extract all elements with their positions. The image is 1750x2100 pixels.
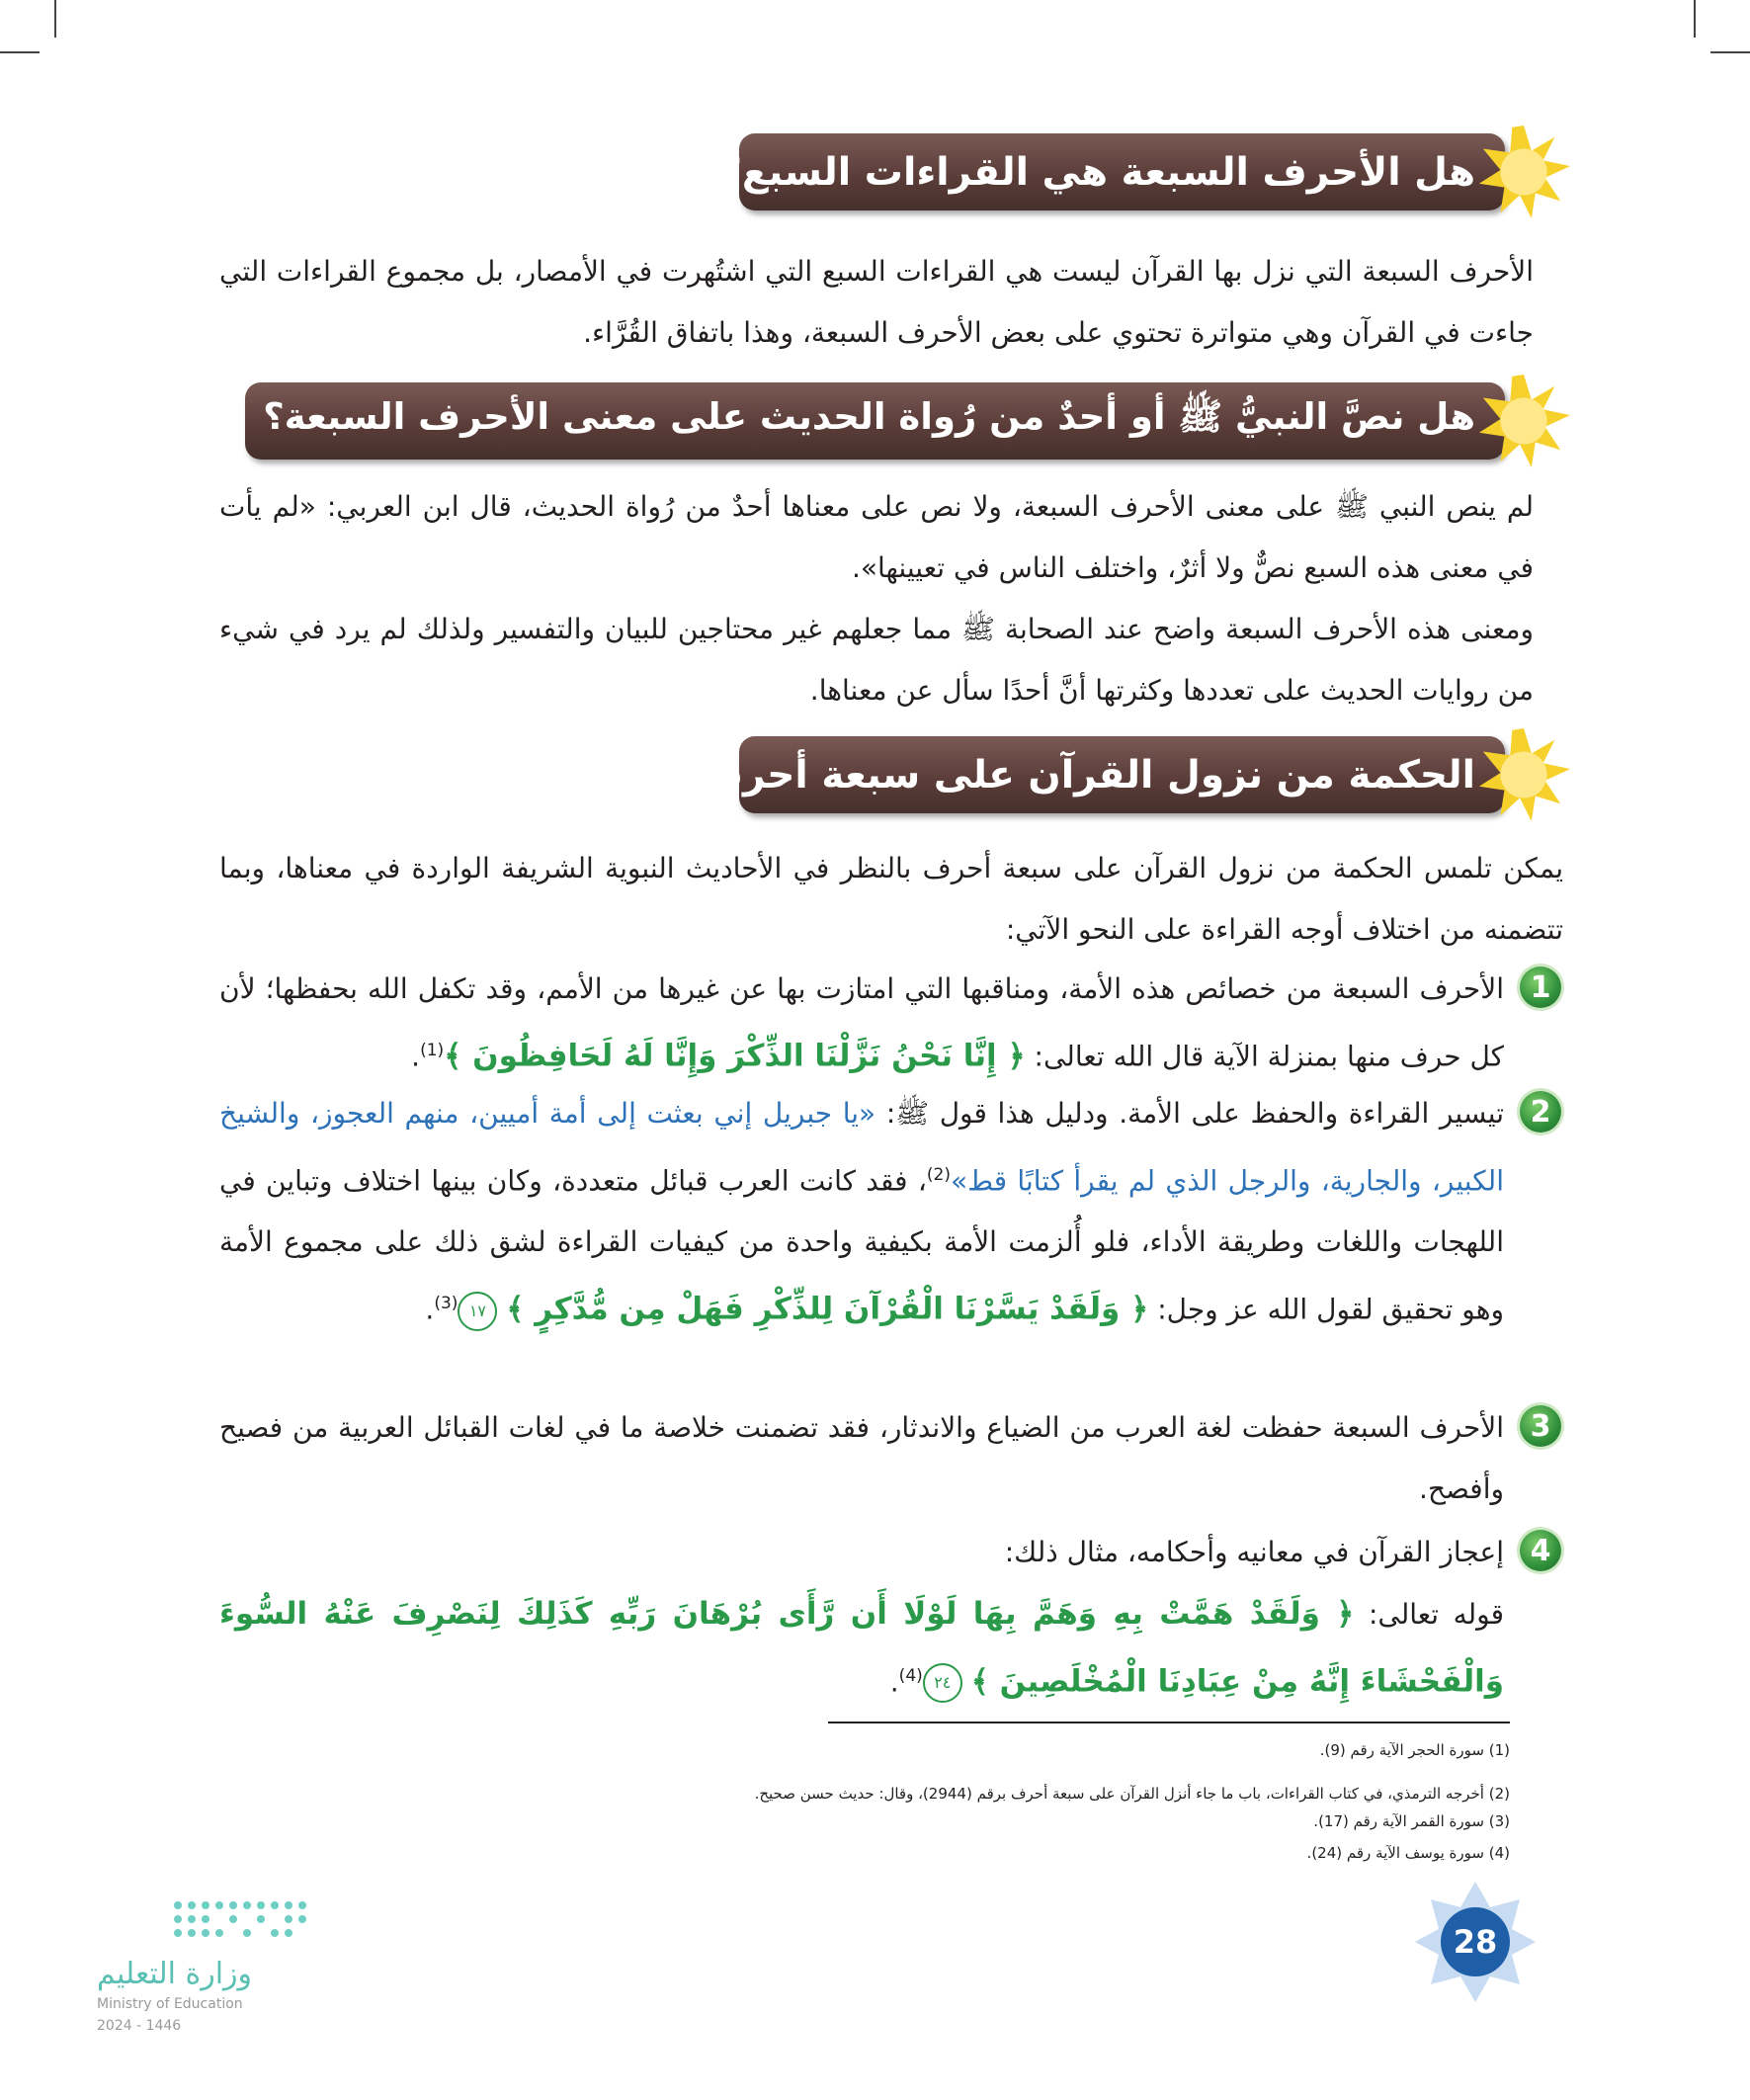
item-text-end: . xyxy=(425,1293,435,1326)
crop-mark xyxy=(0,51,40,53)
section-title: هل نصَّ النبيُّ ﷺ أو أحدٌ من رُواة الحديث على معنى الأحرف السبعة؟ xyxy=(263,395,1475,438)
item-text-end: . xyxy=(411,1040,421,1073)
footnote: (3) سورة القمر الآية رقم (17). xyxy=(1313,1812,1510,1830)
footnote-ref: (1) xyxy=(420,1041,445,1060)
page-number-badge xyxy=(1411,1878,1540,2006)
footnote-ref: (3) xyxy=(434,1294,458,1314)
crop-mark xyxy=(54,0,56,38)
section-header-1 xyxy=(719,128,1569,215)
sun-icon xyxy=(1475,373,1572,469)
list-item-2 xyxy=(219,1083,1504,1341)
footnote-ref: (4) xyxy=(898,1666,923,1686)
item-number-badge: 4 xyxy=(1520,1530,1561,1571)
paragraph: الأحرف السبعة التي نزل بها القرآن ليست هي القراءات السبع التي اشتُهرت في الأمصار، بل مجموع القراءات التي جاءت في القرآن وهي متواترة تحتوي على بعض الأحرف السبعة، وهذا باتفاق القُرَّاء. xyxy=(219,255,1534,349)
hadith-quote: «يا جبريل إني بعثت إلى أمة أميين، منهم العجوز، والشيخ الكبير، والجارية، والرجل الذي لم يقرأ كتابًا قط» xyxy=(219,1097,1504,1198)
quran-verse: ﴿ وَلَقَدْ هَمَّتْ بِهِ وَهَمَّ بِهَا لَوْلَا أَن رَّأَى بُرْهَانَ رَبِّهِ كَذَلِكَ لِنَصْرِفَ عَنْهُ السُّوءَ وَالْفَحْشَاءَ إِنَّهُ مِنْ عِبَادِنَا الْمُخْلَصِينَ ﴾ xyxy=(219,1596,1504,1700)
footnote: (4) سورة يوسف الآية رقم (24). xyxy=(1306,1844,1510,1862)
ministry-logo-dots xyxy=(168,1895,316,1955)
section-3-intro xyxy=(219,838,1563,961)
section-header-2 xyxy=(245,378,1569,464)
section-1-body xyxy=(219,241,1534,364)
item-text: الأحرف السبعة من خصائص هذه الأمة، ومناقبها التي امتازت بها عن غيرها من الأمم، وقد تكفل الله بحفظها؛ لأن كل حرف منها بمنزلة الآية قال الله تعالى: xyxy=(219,972,1504,1073)
ayah-number: ٢٤ xyxy=(923,1663,962,1703)
paragraph: يمكن تلمس الحكمة من نزول القرآن على سبعة أحرف بالنظر في الأحاديث النبوية الشريفة الواردة في معناها، وبما تتضمنه من اختلاف أوجه القراءة على النحو الآتي: xyxy=(219,852,1563,946)
item-number-badge: 3 xyxy=(1520,1405,1561,1447)
quran-verse: ﴿ إِنَّا نَحْنُ نَزَّلْنَا الذِّكْرَ وَإِنَّا لَهُ لَحَافِظُونَ ﴾ xyxy=(444,1038,1026,1074)
ayah-number: ١٧ xyxy=(458,1292,497,1331)
section-title: هل الأحرف السبعة هي القراءات السبع؟ xyxy=(719,149,1475,195)
list-item-4 xyxy=(219,1522,1504,1583)
section-title: الحكمة من نزول القرآن على سبعة أحرف xyxy=(698,752,1475,798)
crop-mark xyxy=(1694,0,1696,38)
item-text: إعجاز القرآن في معانيه وأحكامه، مثال ذلك: xyxy=(1004,1536,1504,1568)
ministry-name-english: Ministry of Education xyxy=(97,1996,243,2012)
ministry-name-arabic: وزارة التعليم xyxy=(97,1957,253,1991)
section-header-3 xyxy=(698,731,1569,818)
crop-mark xyxy=(1710,51,1750,53)
sun-icon xyxy=(1475,124,1572,220)
paragraph: ومعنى هذه الأحرف السبعة واضح عند الصحابة ﷺ مما جعلهم غير محتاجين للبيان والتفسير ولذلك لم يرد في شيء من روايات الحديث على تعددها وكثرتها أنَّ أحدًا سأل عن معناها. xyxy=(219,613,1534,707)
item-text-end: . xyxy=(889,1665,899,1699)
item-text: تيسير القراءة والحفظ على الأمة. ودليل هذا قول ﷺ: xyxy=(885,1097,1505,1130)
quran-verse: ﴿ وَلَقَدْ يَسَّرْنَا الْقُرْآنَ لِلذِّكْرِ فَهَلْ مِن مُّدَّكِرٍ ﴾ xyxy=(506,1291,1149,1327)
list-item-3 xyxy=(219,1397,1504,1520)
page-number: 28 xyxy=(1453,1923,1498,1961)
ministry-year: 2024 - 1446 xyxy=(97,2018,182,2034)
footnote-divider xyxy=(828,1722,1510,1723)
item-text: ، فقد كانت العرب قبائل متعددة، وكان بينها اختلاف وتباين في اللهجات واللغات وطريقة الأداء، فلو أُلزمت الأمة بكيفية واحدة من كيفيات القراءة لشق ذلك على مجموع الأمة وهو تحقيق لقول الله عز وجل: xyxy=(219,1164,1504,1326)
footnote: (2) أخرجه الترمذي، في كتاب القراءات، باب ما جاء أنزل القرآن على سبعة أحرف برقم (2944)، وقال: حديث حسن صحيح. xyxy=(754,1785,1510,1803)
footnote: (1) سورة الحجر الآية رقم (9). xyxy=(1319,1741,1510,1759)
logo-icon xyxy=(168,1895,316,1955)
list-item-1 xyxy=(219,959,1504,1087)
footnote-ref: (2) xyxy=(926,1165,952,1185)
item-number-badge: 2 xyxy=(1520,1091,1561,1133)
item-4-quote xyxy=(219,1583,1504,1713)
sun-icon xyxy=(1475,726,1572,823)
quote-lead: قوله تعالى: xyxy=(1368,1598,1504,1631)
section-2-body xyxy=(219,476,1534,721)
item-number-badge: 1 xyxy=(1520,966,1561,1008)
item-text: الأحرف السبعة حفظت لغة العرب من الضياع والاندثار، فقد تضمنت خلاصة ما في لغات القبائل العربية من فصيح وأفصح. xyxy=(219,1411,1504,1505)
paragraph: لم ينص النبي ﷺ على معنى الأحرف السبعة، ولا نص على معناها أحدٌ من رُواة الحديث، قال ابن العربي: «لم يأت في معنى هذه السبع نصٌّ ولا أثرٌ، واختلف الناس في تعيينها». xyxy=(219,490,1534,584)
